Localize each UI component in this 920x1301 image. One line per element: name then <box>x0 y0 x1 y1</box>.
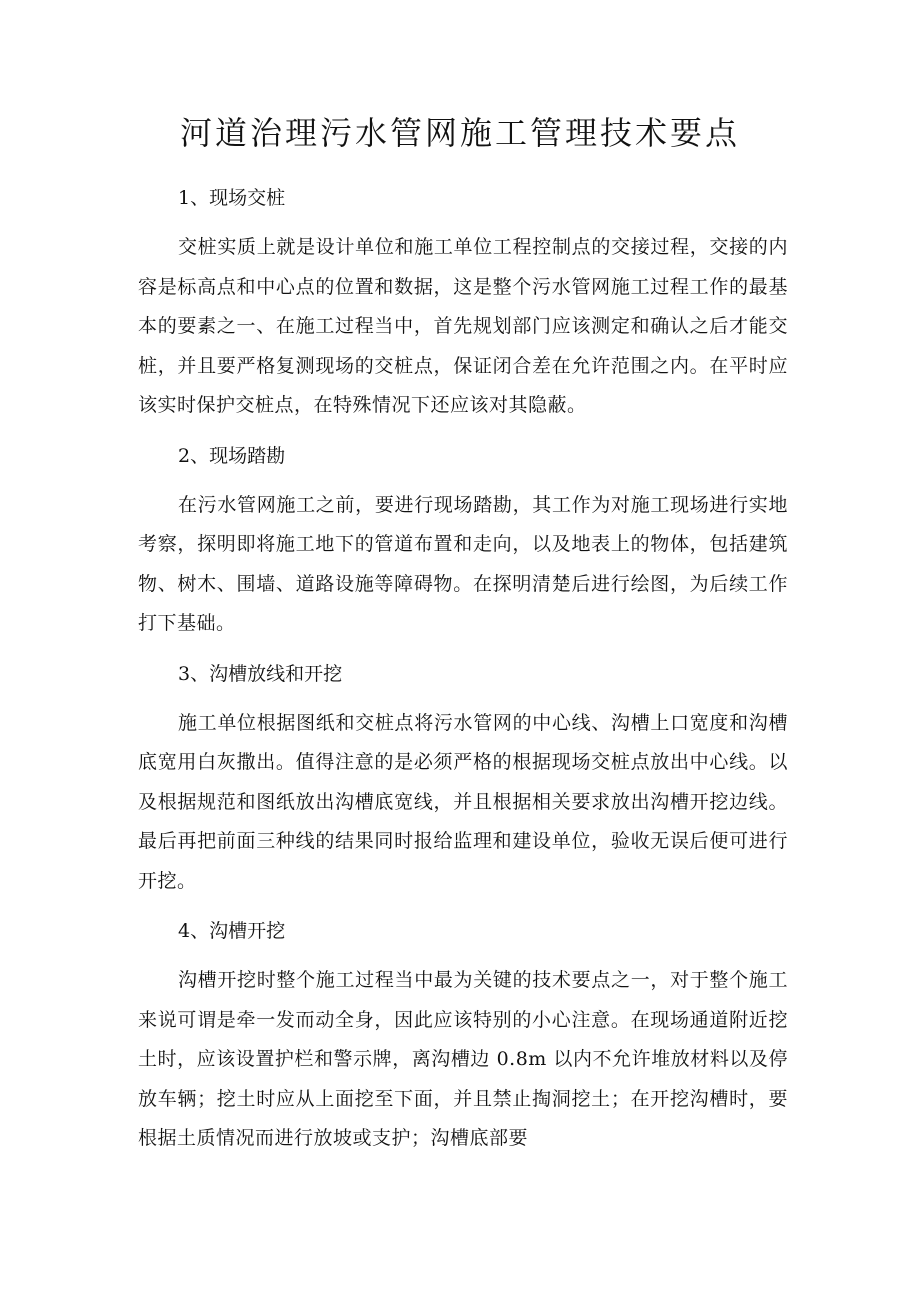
section-paragraph-1: 交桩实质上就是设计单位和施工单位工程控制点的交接过程，交接的内容是标高点和中心点的位置和数据，这是整个污水管网施工过程工作的最基本的要素之一、在施工过程当中，首先规划部门应该测定和确认之后才能交桩，并且要严格复测现场的交桩点，保证闭合差在允许范围之内。在平时应该实时保护交桩点，在特殊情况下还应该对其隐蔽。 <box>138 236 788 416</box>
section-heading-1: 1、现场交桩 <box>178 187 286 209</box>
document-body <box>138 178 788 1169</box>
section-heading-3: 3、沟槽放线和开挖 <box>178 662 343 685</box>
section-paragraph-3: 施工单位根据图纸和交桩点将污水管网的中心线、沟槽上口宽度和沟槽底宽用白灰撒出。值得注意的是必须严格的根据现场交桩点放出中心线。以及根据规范和图纸放出沟槽底宽线，并且根据相关要求放出沟槽开挖边线。最后再把前面三种线的结果同时报给监理和建设单位，验收无误后便可进行开挖。 <box>138 711 788 892</box>
section-heading-2: 2、现场踏勘 <box>178 444 286 467</box>
document-title: 河道治理污水管网施工管理技术要点 <box>179 114 740 152</box>
section-heading-4: 4、沟槽开挖 <box>178 920 286 942</box>
section-paragraph-2: 在污水管网施工之前，要进行现场踏勘，其工作为对施工现场进行实地考察，探明即将施工地下的管道布置和走向，以及地表上的物体，包括建筑物、树木、围墙、道路设施等障碍物。在探明清楚后进行绘图，为后续工作打下基础。 <box>138 493 788 634</box>
section-paragraph-4: 沟槽开挖时整个施工过程当中最为关键的技术要点之一，对于整个施工来说可谓是牵一发而动全身，因此应该特别的小心注意。在现场通道附近挖土时，应该设置护栏和警示牌，离沟槽边 0.8m 以内不允许堆放材料以及停放车辆；挖土时应从上面挖至下面，并且禁止掏洞挖土；在开挖沟槽时，要根据土质情况而进行放坡或支护；沟槽底部要 <box>138 969 788 1149</box>
